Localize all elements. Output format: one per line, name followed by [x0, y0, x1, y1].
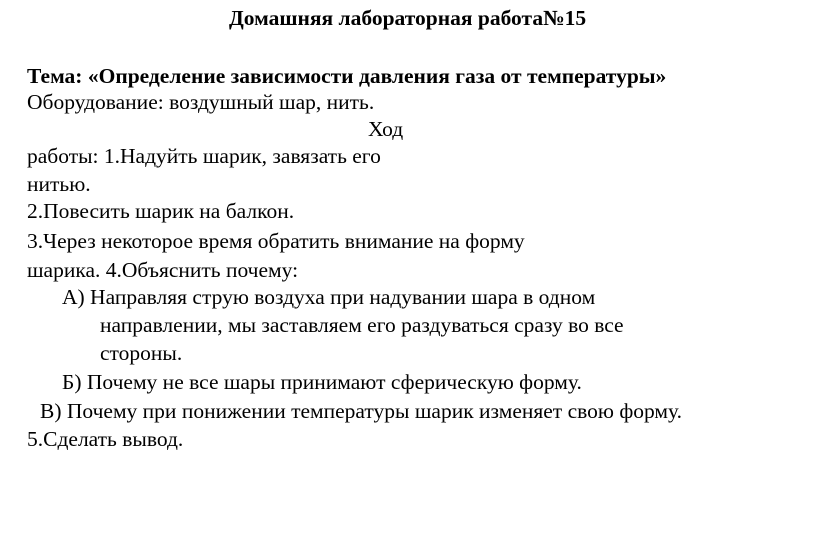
question-a-continued: стороны.: [100, 341, 183, 365]
question-c: В) Почему при понижении температуры шарик изменяет свою форму.: [40, 399, 682, 423]
text-line: 2.Повесить шарик на балкон.: [27, 199, 295, 223]
question-b: Б) Почему не все шары принимают сферическую форму.: [62, 370, 582, 394]
text-line: нитью.: [27, 172, 91, 196]
equipment-value: воздушный шар, нить.: [163, 90, 375, 114]
text-line: шарика. 4.Объяснить почему:: [27, 258, 299, 282]
progress-heading: Ход: [368, 117, 404, 141]
text-line: работы: 1.Надуйть шарик, завязать его: [27, 144, 381, 168]
document-title: Домашняя лабораторная работа№15: [229, 6, 587, 30]
document-topic: Тема: «Определение зависимости давления газа от температуры»: [27, 64, 667, 88]
question-a-continued: направлении, мы заставляем его раздуваться сразу во все: [100, 313, 624, 337]
conclusion-line: 5.Сделать вывод.: [27, 427, 184, 451]
equipment-line: [27, 89, 374, 116]
question-a: А) Направляя струю воздуха при надувании шара в одном: [62, 285, 596, 309]
equipment-label: Оборудование:: [27, 90, 164, 114]
text-line: 3.Через некоторое время обратить внимание на форму: [27, 229, 525, 253]
